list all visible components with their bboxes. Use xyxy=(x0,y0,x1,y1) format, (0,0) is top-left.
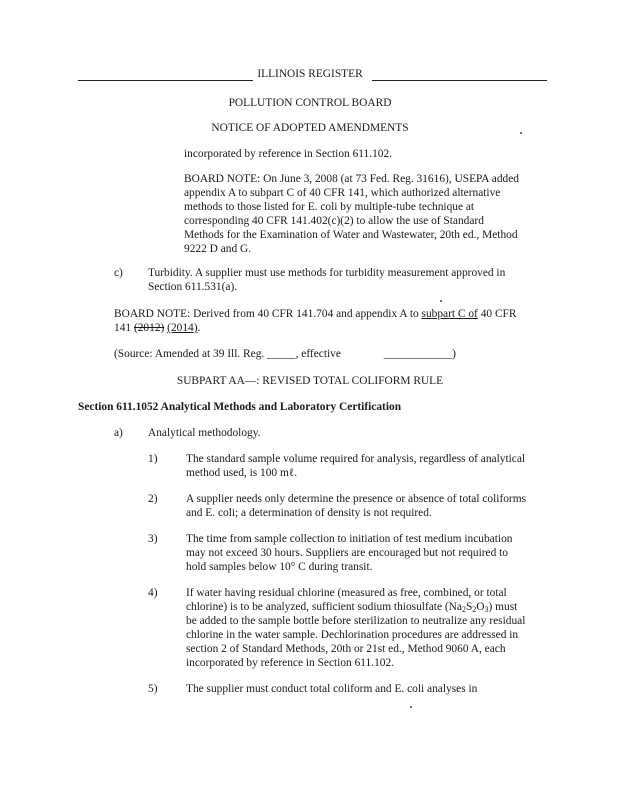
source-suffix: ) xyxy=(452,348,456,360)
source-blank-1: _____ xyxy=(267,348,296,360)
scan-speck xyxy=(520,132,522,134)
board-note-1-line: 9222 D and G. xyxy=(184,243,252,255)
subitem-number: 1) xyxy=(148,453,158,465)
board-title: POLLUTION CONTROL BOARD xyxy=(228,97,392,109)
subitem-line: may not exceed 30 hours. Suppliers are encouraged but not required to xyxy=(186,547,509,559)
subitem-line: The standard sample volume required for analysis, regardless of analytical xyxy=(186,453,526,465)
chem-text: S xyxy=(465,601,473,613)
board-note-1-line: appendix A to subpart C of 40 CFR 141, which authorized alternative xyxy=(184,187,501,199)
board-note-2-inserted-link: subpart C of xyxy=(421,308,478,320)
subitem-number: 4) xyxy=(148,587,158,599)
subitem-line: The time from sample collection to initiation of test medium incubation xyxy=(186,533,513,545)
source-blank-2: ____________ xyxy=(383,348,453,360)
item-c-line: Section 611.531(a). xyxy=(148,281,238,293)
intro-continuation: incorporated by reference in Section 611.102. xyxy=(184,148,393,160)
chem-text: chlorine) is to be analyzed, sufficient sodium thiosulfate (Na xyxy=(186,601,462,613)
subitem-number: 5) xyxy=(148,683,158,695)
source-prefix: (Source: Amended at 39 Ill. Reg. xyxy=(114,348,268,360)
subitem-number: 3) xyxy=(148,533,158,545)
board-note-2-line-2 xyxy=(114,321,200,335)
section-heading: Section 611.1052 Analytical Methods and Laboratory Certification xyxy=(78,401,402,413)
board-note-2-text: 141 xyxy=(114,322,134,334)
board-note-2-text: 40 CFR xyxy=(477,308,517,320)
item-a-marker: a) xyxy=(114,427,123,439)
subitem-line: incorporated by reference in Section 611.102. xyxy=(186,657,395,669)
chem-subscript: 2 xyxy=(472,605,477,614)
subpart-heading: SUBPART AA—: REVISED TOTAL COLIFORM RULE xyxy=(176,375,444,387)
subitem-number: 2) xyxy=(148,493,158,505)
chem-subscript: 2 xyxy=(461,605,466,614)
board-note-1-line: corresponding 40 CFR 141.402(c)(2) to allow the use of Standard xyxy=(184,215,484,227)
subitem-line: section 2 of Standard Methods, 20th or 21st ed., Method 9060 A, each xyxy=(186,643,506,655)
item-c-marker: c) xyxy=(114,267,123,279)
chem-subscript: 3 xyxy=(484,605,489,614)
subitem-line: The supplier must conduct total coliform and E. coli analyses in xyxy=(186,683,478,695)
subitem-line-chemical xyxy=(186,600,517,614)
subitem-line: A supplier needs only determine the presence or absence of total coliforms xyxy=(186,493,527,505)
subitem-line: If water having residual chlorine (measured as free, combined, or total xyxy=(186,587,507,599)
register-title: ILLINOIS REGISTER xyxy=(257,68,363,80)
subitem-line: chlorine in the water sample. Dechlorination procedures are addressed in xyxy=(186,629,519,641)
item-a-label: Analytical methodology. xyxy=(148,427,261,439)
struck-year: (2012) xyxy=(133,322,165,334)
chem-text: ) must xyxy=(488,601,518,613)
chem-text: O xyxy=(476,601,485,613)
scan-speck xyxy=(410,706,412,708)
subitem-line: and E. coli; a determination of density is not required. xyxy=(186,507,432,519)
subitem-line: method used, is 100 mℓ. xyxy=(186,467,298,479)
notice-title: NOTICE OF ADOPTED AMENDMENTS xyxy=(211,122,409,134)
board-note-1-line: BOARD NOTE: On June 3, 2008 (at 73 Fed. Reg. 31616), USEPA added xyxy=(184,173,519,185)
subitem-line: be added to the sample bottle before sterilization to neutralize any residual xyxy=(186,615,526,627)
board-note-2-text: BOARD NOTE: Derived from 40 CFR 141.704 and appendix A to xyxy=(114,308,422,320)
item-c-line: Turbidity. A supplier must use methods for turbidity measurement approved in xyxy=(148,267,506,279)
board-note-2-line-1 xyxy=(114,307,516,321)
board-note-1-line: Methods for the Examination of Water and Wastewater, 20th ed., Method xyxy=(184,229,518,241)
scan-speck xyxy=(440,300,442,302)
source-line xyxy=(114,347,456,361)
board-note-1-line: methods to those listed for E. coli by multiple-tube technique at xyxy=(184,201,475,213)
subitem-line: hold samples below 10° C during transit. xyxy=(186,561,373,573)
board-note-2-text: . xyxy=(197,322,201,334)
inserted-year: (2014) xyxy=(167,322,198,334)
source-middle: , effective xyxy=(295,348,344,360)
